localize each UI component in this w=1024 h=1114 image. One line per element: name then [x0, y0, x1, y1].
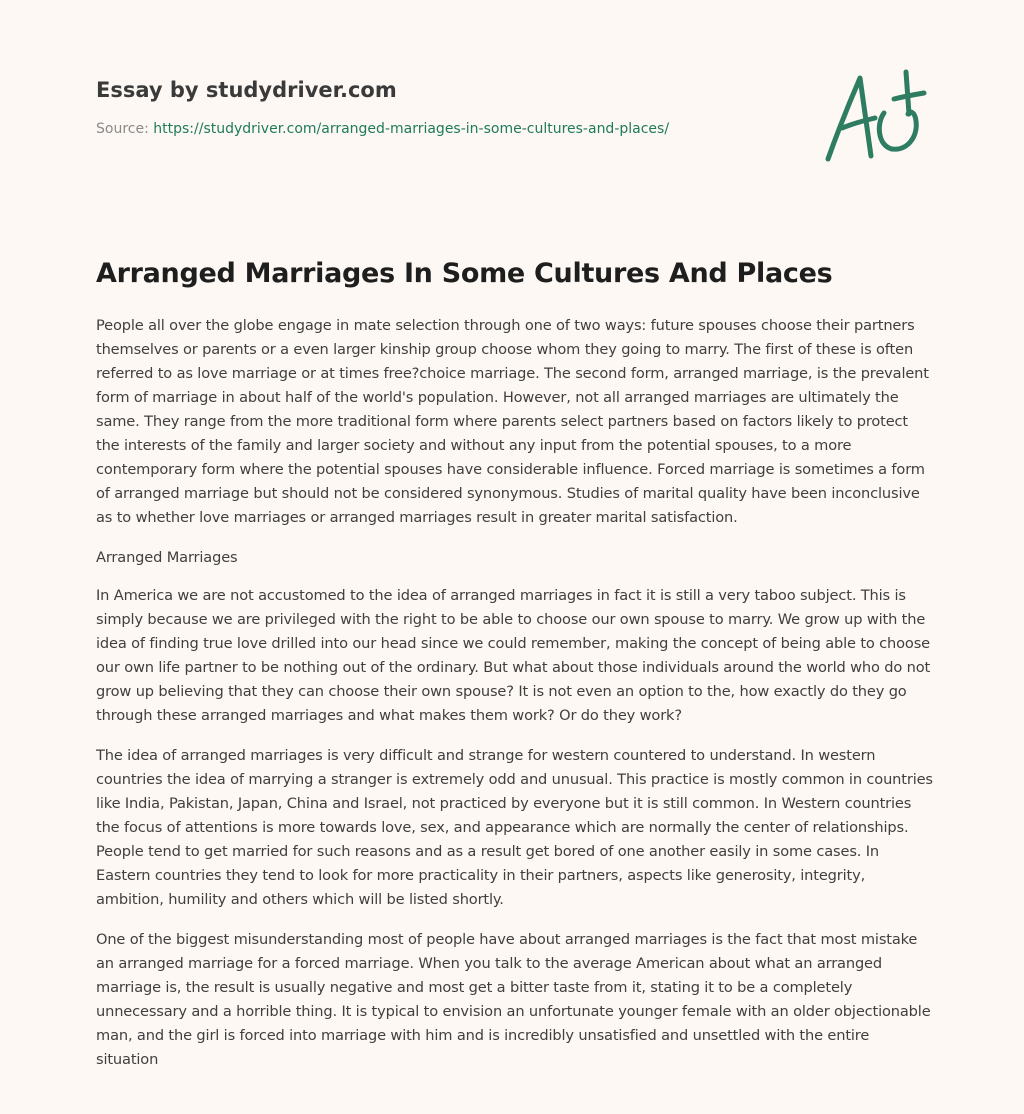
- section-heading: Arranged Marriages: [96, 549, 238, 566]
- article: [96, 256, 934, 1088]
- article-title: Arranged Marriages In Some Cultures And Places: [96, 258, 833, 289]
- paragraph: The idea of arranged marriages is very difficult and strange for western countered to understand. In western countries the idea of marrying a stranger is extremely odd and unusual. This practice is mostly common in countries like India, Pakistan, Japan, China and Israel, not practiced by everyone but it is still common. In Western countries the focus of attentions is more towards love, sex, and appearance which are normally the center of relationships. People tend to get married for such reasons and as a result get bored of one another easily in some cases. In Eastern countries they tend to look for more practicality in their partners, aspects like generosity, integrity, ambition, humility and others which will be listed shortly.: [96, 747, 933, 908]
- paragraph: In America we are not accustomed to the idea of arranged marriages in fact it is still a very taboo subject. This is simply because we are privileged with the right to be able to choose our own spouse to marry. We grow up with the idea of finding true love drilled into our head since we could remember, making the concept of being able to choose our own life partner to be nothing out of the ordinary. But what about those individuals around the world who do not grow up believing that they can choose their own spouse? It is not even an option to the, how exactly do they go through these arranged marriages and what makes them work? Or do they work?: [96, 587, 931, 724]
- brand-title: Essay by studydriver.com: [96, 78, 397, 102]
- paragraph: People all over the globe engage in mate selection through one of two ways: future spouses choose their partners themselves or parents or a even larger kinship group choose whom they going to marry. The first of these is often referred to as love marriage or at times free?choice marriage. The second form, arranged marriage, is the prevalent form of marriage in about half of the world's population. However, not all arranged marriages are ultimately the same. They range from the more traditional form where parents select partners based on factors likely to protect the interests of the family and larger society and without any input from the potential spouses, to a more contemporary form where the potential spouses have considerable influence. Forced marriage is sometimes a form of arranged marriage but should not be considered synonymous. Studies of marital quality have been inconclusive as to whether love marriages or arranged marriages result in greater marital satisfaction.: [96, 317, 929, 526]
- a-plus-logo-icon: [820, 66, 930, 166]
- source-line: [96, 119, 796, 139]
- page-header: [96, 76, 796, 139]
- source-link[interactable]: https://studydriver.com/arranged-marriages-in-some-cultures-and-places/: [153, 121, 670, 137]
- paragraph: One of the biggest misunderstanding most of people have about arranged marriages is the fact that most mistake an arranged marriage for a forced marriage. When you talk to the average American about what an arranged marriage is, the result is usually negative and most get a bitter taste from it, stating it to be a completely unnecessary and a horrible thing. It is typical to envision an unfortunate younger female with an older objectionable man, and the girl is forced into marriage with him and is incredibly unsatisfied and unsettled with the entire situation: [96, 931, 931, 1068]
- source-label: Source:: [96, 121, 149, 137]
